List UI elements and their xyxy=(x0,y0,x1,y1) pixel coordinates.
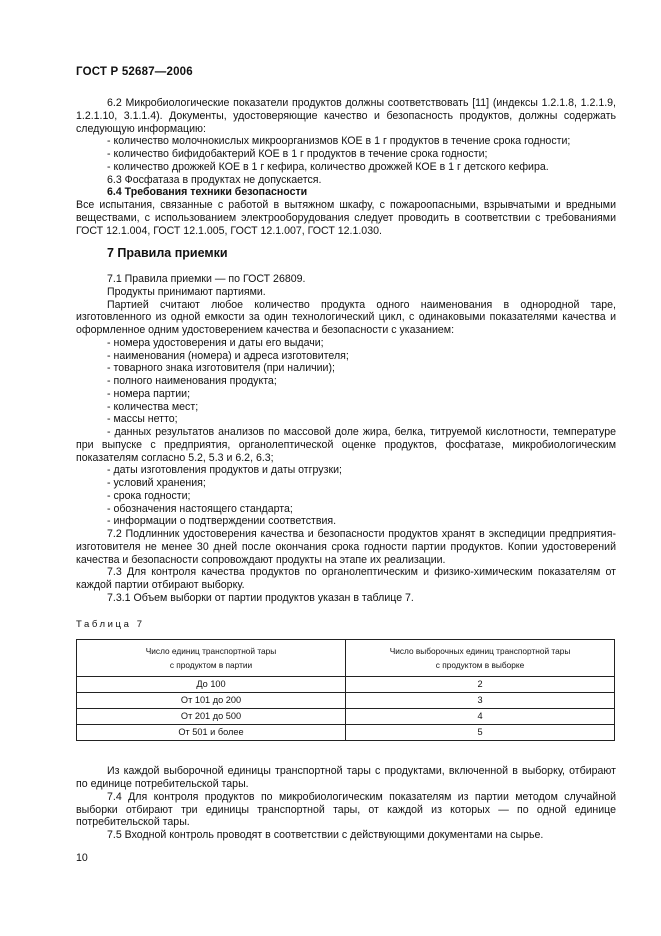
sample-size-table xyxy=(76,639,615,741)
table-cell: От 101 до 200 xyxy=(77,693,346,709)
table-header-cell xyxy=(77,640,346,677)
table-header-cell xyxy=(346,640,615,677)
section-7-1: 7.1 Правила приемки — по ГОСТ 26809. xyxy=(107,273,306,285)
table-cell: 5 xyxy=(346,725,615,741)
section-7-3: 7.3 Для контроля качества продуктов по органолептическим и физико-химическим показателям от каждой партии отбирают выборку. xyxy=(76,566,616,591)
table-cell: От 201 до 500 xyxy=(77,709,346,725)
table-header-row xyxy=(77,640,615,677)
section-7-heading: 7 Правила приемки xyxy=(107,246,228,261)
list-item: - номера удостоверения и даты его выдачи; xyxy=(107,336,324,349)
section-6-4-text: Все испытания, связанные с работой в вытяжном шкафу, с пожароопасными, взрывчатыми и вредными веществами, с использованием электрооборудования следует проводить в соответствии с требованиями ГОСТ 12.1.004, ГОСТ 12.1.005, ГОСТ 12.1.007, ГОСТ 12.1.030. xyxy=(76,199,616,237)
table-cell: От 501 и более xyxy=(77,725,346,741)
list-item: - даты изготовления продуктов и даты отгрузки; xyxy=(107,464,342,477)
section-7-2: 7.2 Подлинник удостоверения качества и безопасности продуктов хранят в экспедиции предприятия-изготовителя не менее 30 дней после окончания срока годности партии продуктов. Копии удостоверений качества и безопасности сопровождают продукты на этапе их реализации. xyxy=(76,528,616,566)
list-item: - товарного знака изготовителя (при наличии); xyxy=(107,362,335,375)
party-definition: Партией считают любое количество продукта одного наименования в однородной таре, изготовленного из одной емкости за один технологический цикл, с одинаковыми показателями качества и оформленное одним удостоверением качества и безопасности с указанием: xyxy=(76,298,616,336)
list-item: - количество бифидобактерий КОЕ в 1 г продуктов в течение срока годности; xyxy=(107,148,488,160)
list-item: - количества мест; xyxy=(107,400,199,413)
table-caption: Таблица 7 xyxy=(76,618,145,630)
table-row xyxy=(77,693,615,709)
list-item: - информации о подтверждении соответствия. xyxy=(107,515,337,528)
page-number: 10 xyxy=(76,852,88,864)
document-header: ГОСТ Р 52687—2006 xyxy=(76,66,193,78)
section-7-3-1: 7.3.1 Объем выборки от партии продуктов указан в таблице 7. xyxy=(107,591,414,604)
section-7-1-note: Продукты принимают партиями. xyxy=(107,285,266,298)
section-7-4: 7.4 Для контроля продуктов по микробиологическим показателям из партии методом случайной выборки отбирают три единицы транспортной тары, от каждой из которых — по одной единице потребительской тары. xyxy=(76,790,616,829)
table-cell: 4 xyxy=(346,709,615,725)
list-item: - обозначения настоящего стандарта; xyxy=(107,502,293,515)
section-6-3: 6.3 Фосфатаза в продуктах не допускается. xyxy=(107,173,322,186)
table-row xyxy=(77,725,615,741)
table-cell: 2 xyxy=(346,677,615,693)
section-6-4-title: 6.4 Требования техники безопасности xyxy=(107,186,308,199)
header-line: Число единиц транспортной тары xyxy=(145,646,277,657)
list-item: - количество дрожжей КОЕ в 1 г кефира, количество дрожжей КОЕ в 1 г детского кефира. xyxy=(107,160,549,173)
after-table-paragraph: Из каждой выборочной единицы транспортной тары с продуктами, включенной в выборку, отбирают по единице потребительской тары. xyxy=(76,765,616,790)
header-line: Число выборочных единиц транспортной тары xyxy=(389,646,571,657)
spacer xyxy=(76,741,616,765)
table-row xyxy=(77,677,615,693)
table-cell: 3 xyxy=(346,693,615,709)
table-row xyxy=(77,709,615,725)
table-cell: До 100 xyxy=(77,677,346,693)
header-line: с продуктом в партии xyxy=(169,660,253,671)
list-item: - полного наименования продукта; xyxy=(107,375,277,387)
list-item: - массы нетто; xyxy=(107,413,178,426)
document-body xyxy=(76,97,616,842)
list-item: - количество молочнокислых микроорганизмов КОЕ в 1 г продуктов в течение срока годности; xyxy=(107,135,571,148)
list-item: - условий хранения; xyxy=(107,477,206,489)
list-item: - наименования (номера) и адреса изготовителя; xyxy=(107,349,349,362)
section-7-5: 7.5 Входной контроль проводят в соответствии с действующими документами на сырье. xyxy=(107,829,544,841)
list-item: - номера партии; xyxy=(107,387,191,400)
section-6-2-intro: 6.2 Микробиологические показатели продуктов должны соответствовать [11] (индексы 1.2.1.8, 1.2.1.9, 1.2.1.10, 3.1.1.4). Документы, удостоверяющие качество и безопасность продуктов, должны содержать следующую информацию: xyxy=(76,97,616,135)
header-line: с продуктом в выборке xyxy=(435,660,525,671)
list-item: - данных результатов анализов по массовой доле жира, белка, титруемой кислотности, температуре при выпуске с предприятия, органолептической оценке продуктов, фосфатазе, микробиологическим показателям согласно 5.2, 5.3 и 6.2, 6.3; xyxy=(76,426,616,464)
list-item: - срока годности; xyxy=(107,489,191,502)
